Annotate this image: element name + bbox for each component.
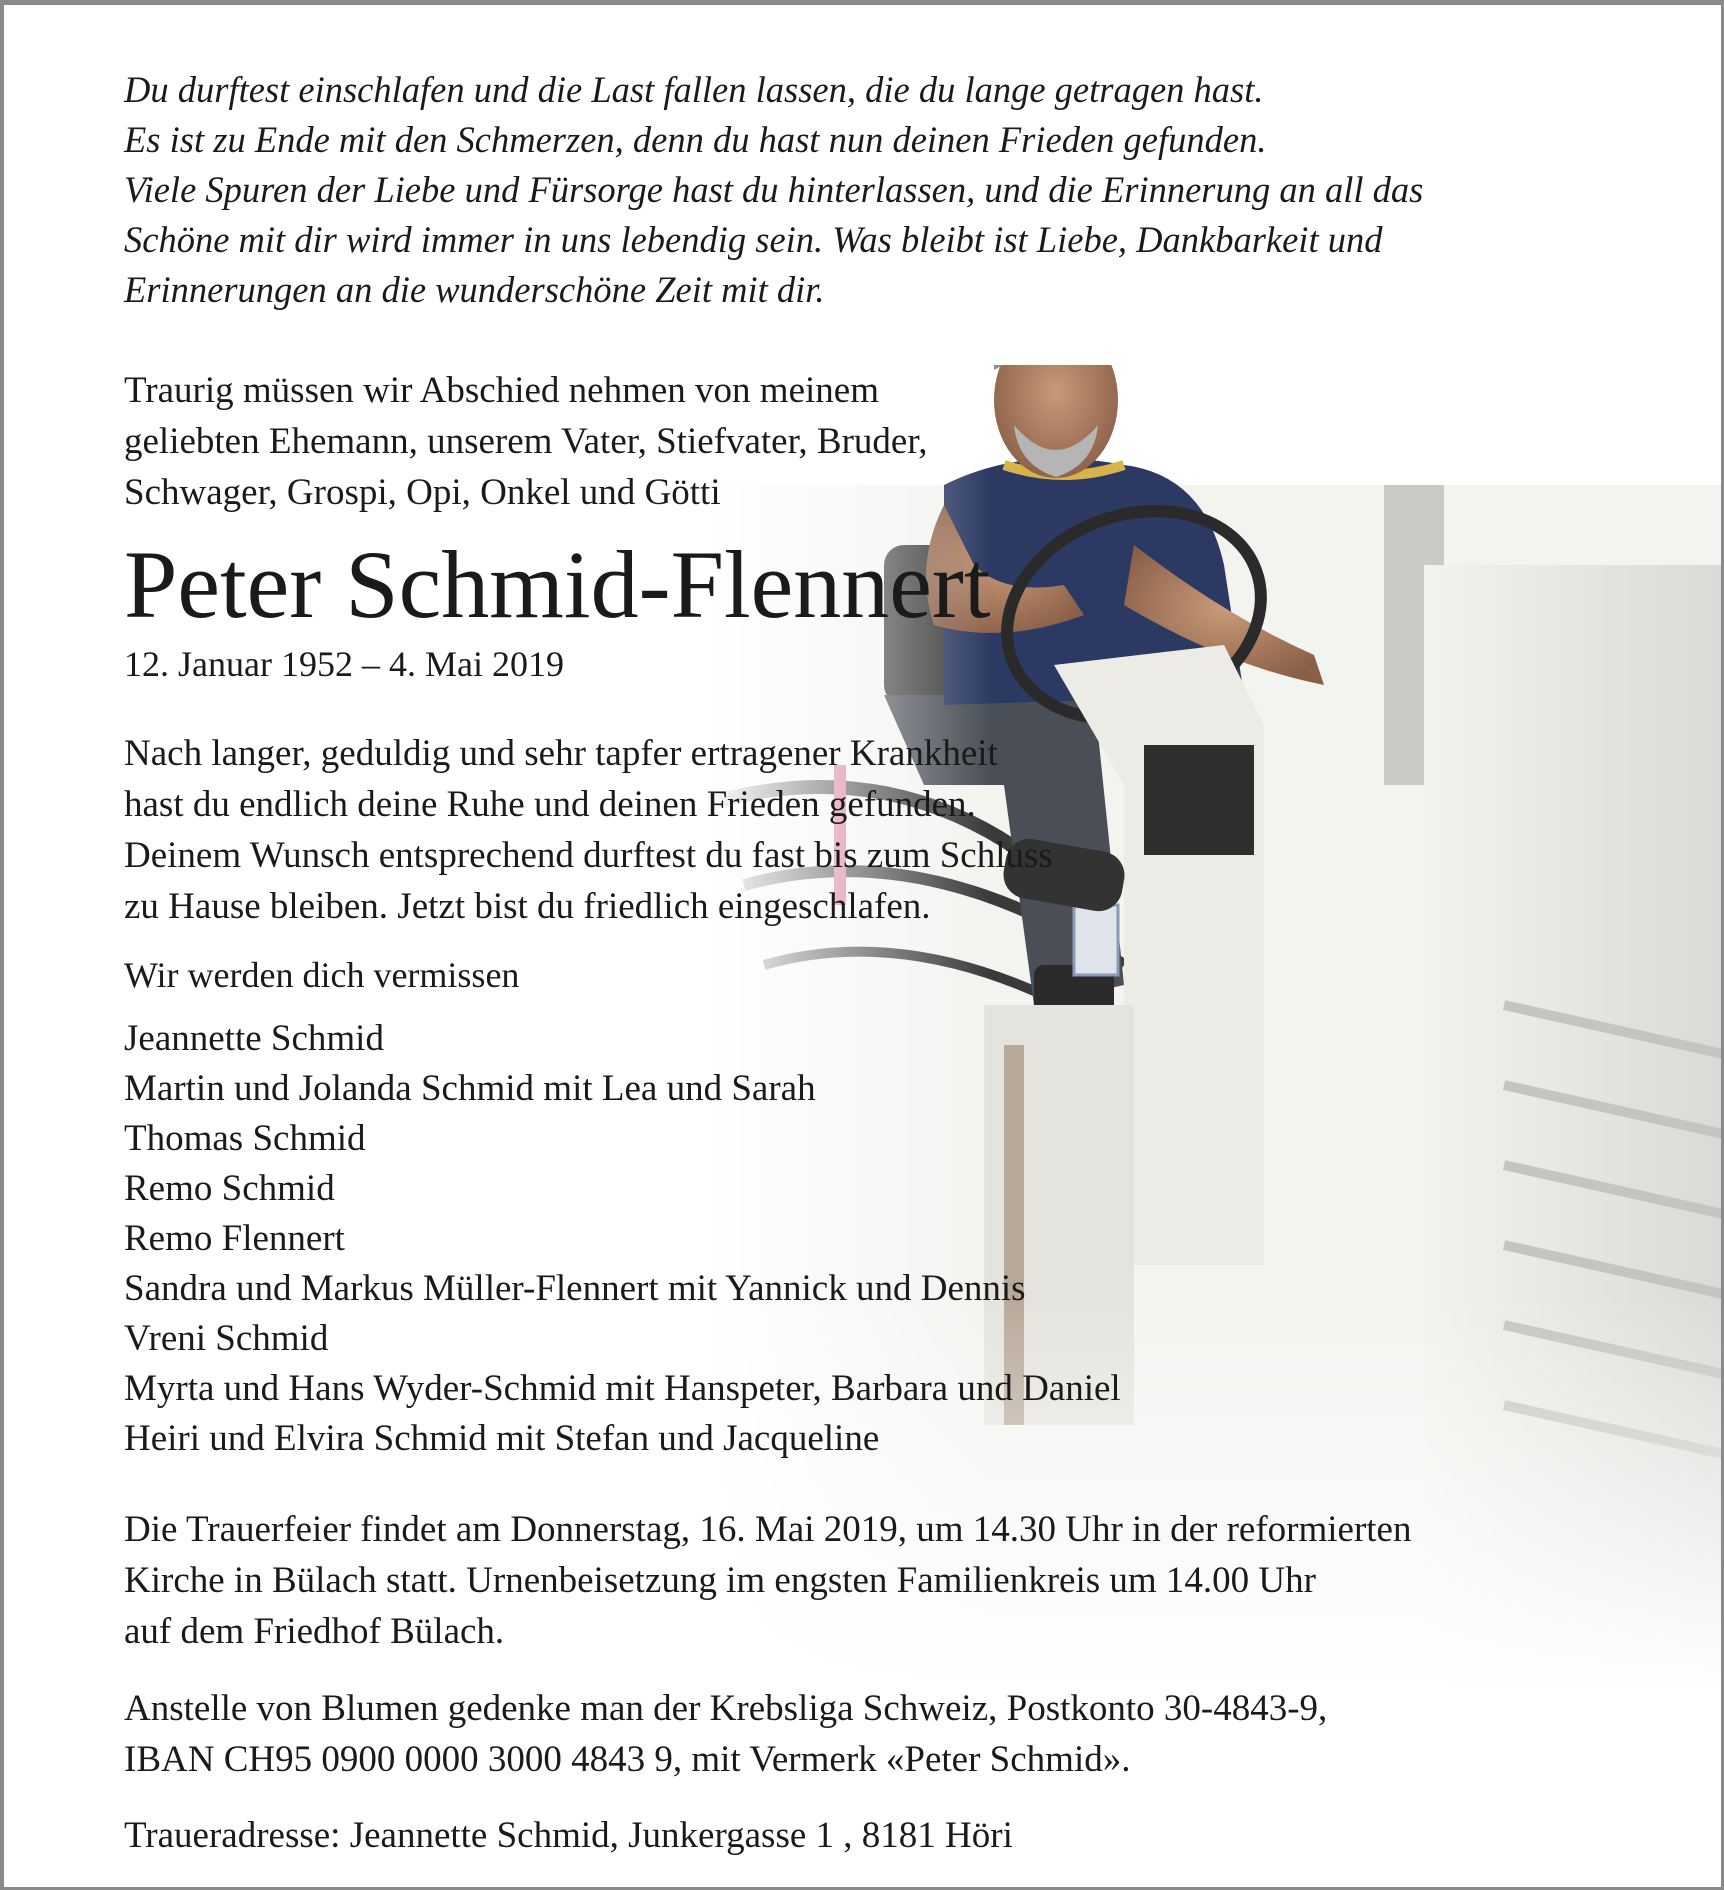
- family-member: Remo Schmid: [124, 1168, 335, 1209]
- family-member: Thomas Schmid: [124, 1118, 366, 1159]
- donation-info: [124, 1683, 1584, 1785]
- service-info: [124, 1504, 1584, 1657]
- illness-text: [124, 728, 1584, 932]
- family-member: Vreni Schmid: [124, 1318, 329, 1359]
- service-line: Die Trauerfeier findet am Donnerstag, 16. Mai 2019, um 14.30 Uhr in der reformierten: [124, 1509, 1412, 1550]
- poem-line: Du durftest einschlafen und die Last fallen lassen, die du lange getragen hast.: [124, 69, 1264, 110]
- family-member: Myrta und Hans Wyder-Schmid mit Hanspeter, Barbara und Daniel: [124, 1368, 1121, 1409]
- illness-line: hast du endlich deine Ruhe und deinen Frieden gefunden.: [124, 784, 976, 825]
- family-member: Heiri und Elvira Schmid mit Stefan und Jacqueline: [124, 1418, 880, 1459]
- family-member: Jeannette Schmid: [124, 1018, 384, 1059]
- farewell-intro: [124, 365, 1584, 518]
- poem-line: Viele Spuren der Liebe und Fürsorge hast du hinterlassen, und die Erinnerung an all das: [124, 169, 1424, 210]
- obituary-content: [124, 65, 1584, 1861]
- service-line: auf dem Friedhof Bülach.: [124, 1611, 505, 1652]
- family-member: Sandra und Markus Müller-Flennert mit Yannick und Dennis: [124, 1268, 1026, 1309]
- intro-line: geliebten Ehemann, unserem Vater, Stiefvater, Bruder,: [124, 421, 928, 462]
- intro-line: Traurig müssen wir Abschied nehmen von meinem: [124, 370, 879, 411]
- poem: [124, 65, 1584, 315]
- donation-line: IBAN CH95 0900 0000 3000 4843 9, mit Vermerk «Peter Schmid».: [124, 1739, 1131, 1780]
- intro-line: Schwager, Grospi, Opi, Onkel und Götti: [124, 472, 721, 513]
- family-list: [124, 1014, 1584, 1464]
- illness-line: Nach langer, geduldig und sehr tapfer ertragener Krankheit: [124, 733, 998, 774]
- family-member: Remo Flennert: [124, 1218, 345, 1259]
- mourning-address: Traueradresse: Jeannette Schmid, Junkergasse 1 , 8181 Höri: [124, 1815, 1013, 1856]
- service-line: Kirche in Bülach statt. Urnenbeisetzung im engsten Familienkreis um 14.00 Uhr: [124, 1560, 1316, 1601]
- family-member: Martin und Jolanda Schmid mit Lea und Sarah: [124, 1068, 816, 1109]
- illness-line: Deinem Wunsch entsprechend durftest du fast bis zum Schluss: [124, 835, 1053, 876]
- life-dates: 12. Januar 1952 – 4. Mai 2019: [124, 644, 564, 684]
- poem-line: Schöne mit dir wird immer in uns lebendig sein. Was bleibt ist Liebe, Dankbarkeit und: [124, 219, 1383, 260]
- illness-line: zu Hause bleiben. Jetzt bist du friedlich eingeschlafen.: [124, 886, 931, 927]
- deceased-name: Peter Schmid-Flennert: [124, 531, 991, 638]
- donation-line: Anstelle von Blumen gedenke man der Krebsliga Schweiz, Postkonto 30-4843-9,: [124, 1688, 1328, 1729]
- poem-line: Es ist zu Ende mit den Schmerzen, denn du hast nun deinen Frieden gefunden.: [124, 119, 1267, 160]
- poem-line: Erinnerungen an die wunderschöne Zeit mit dir.: [124, 269, 825, 310]
- miss-line: Wir werden dich vermissen: [124, 955, 520, 995]
